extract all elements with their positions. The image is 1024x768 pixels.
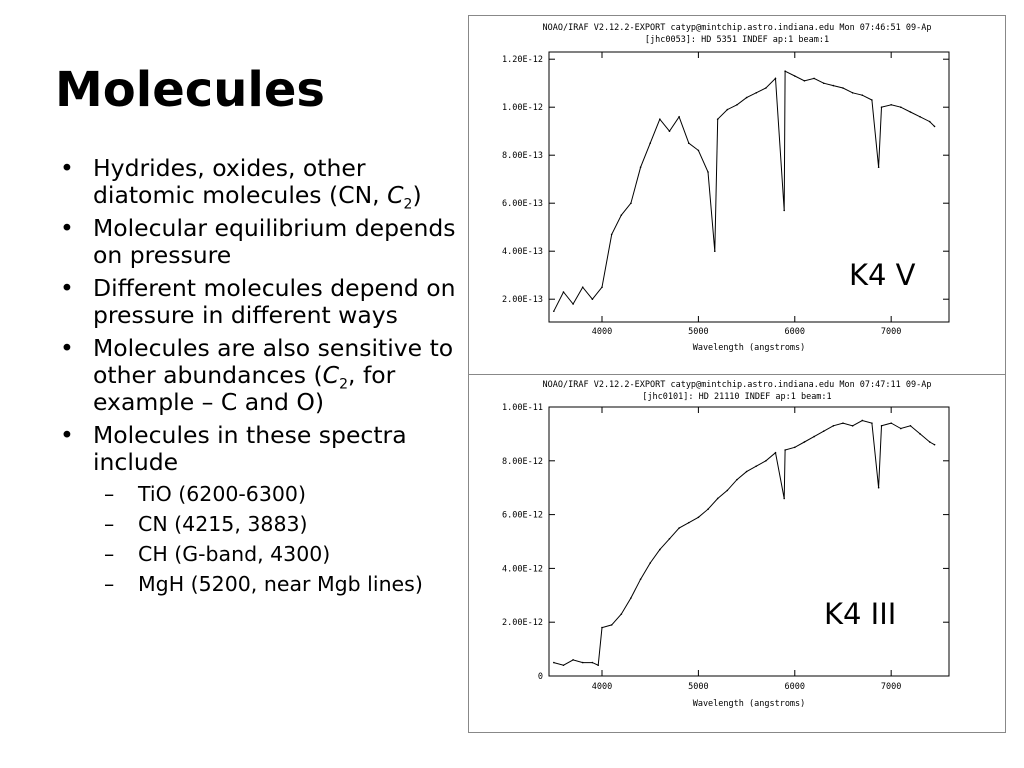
spectrum-point [707, 171, 709, 173]
spectrum-point [611, 234, 613, 236]
spectrum-point [783, 210, 785, 212]
spectrum-point [572, 303, 574, 305]
spectrum-point [620, 613, 622, 615]
bullet-dot-icon: • [60, 334, 74, 362]
y-tick-label: 1.00E-12 [502, 103, 543, 114]
spectrum-point [852, 425, 854, 427]
spectrum-point [833, 425, 835, 427]
bullet-item [60, 275, 460, 329]
spectrum-point [688, 142, 690, 144]
spectrum-point [746, 97, 748, 99]
bullet-text: Molecules in these spectra include [93, 421, 407, 476]
spectrum-point [563, 664, 565, 666]
spectrum-point [804, 80, 806, 82]
plot-header: [jhc0053]: HD 5351 INDEF ap:1 beam:1 [644, 35, 830, 45]
spectrum-point [717, 118, 719, 120]
bullet-text: Molecular equilibrium depends on pressure [93, 214, 456, 269]
bullet-text: Molecules are also sensitive to other abundances ( [93, 334, 454, 389]
bullet-list [60, 155, 460, 602]
y-tick-label: 8.00E-13 [502, 151, 543, 162]
bullet-dot-icon: • [60, 154, 74, 182]
spectrum-point [649, 142, 651, 144]
spectrum-point [765, 460, 767, 462]
spectrum-point [572, 659, 574, 661]
spectrum-point [553, 310, 555, 312]
y-tick-label: 4.00E-12 [502, 564, 543, 575]
y-tick-label: 6.00E-12 [502, 510, 543, 521]
spectrum-chart-k4v [469, 16, 1005, 374]
spectrum-point [842, 87, 844, 89]
x-tick-label: 5000 [688, 682, 709, 692]
x-tick-label: 7000 [880, 682, 902, 692]
y-tick-label: 1.00E-11 [502, 403, 543, 413]
bullet-italic: C [322, 361, 340, 389]
y-tick-label: 6.00E-13 [502, 199, 543, 210]
x-tick-label: 6000 [784, 682, 806, 692]
bullet-text: Hydrides, oxides, other diatomic molecules (CN, [93, 154, 388, 209]
bullet-dot-icon: • [60, 421, 74, 449]
spectrum-point [861, 94, 863, 96]
spectrum-point [563, 291, 565, 293]
spectrum-point [794, 75, 796, 77]
spectrum-chart-k4iii [469, 375, 1005, 732]
spectrum-point [717, 498, 719, 500]
spectrum-point [640, 166, 642, 168]
spectrum-point [890, 422, 892, 424]
spectral-type-label: K4 III [824, 597, 897, 631]
bullet-dot-icon: • [60, 274, 74, 302]
spectrum-point [842, 422, 844, 424]
bullet-text-end: , for example – C and O) [93, 361, 396, 416]
spectrum-point [775, 78, 777, 80]
spectrum-point [784, 70, 786, 72]
spectrum-point [804, 441, 806, 443]
y-tick-label: 8.00E-12 [502, 456, 543, 467]
spectrum-point [871, 422, 873, 424]
spectrum-point [878, 166, 880, 168]
x-axis-label: Wavelength (angstroms) [692, 699, 806, 709]
spectrum-point [601, 286, 603, 288]
y-tick-label: 2.00E-12 [502, 618, 543, 629]
spectrum-panel-k4iii [468, 374, 1006, 733]
plot-header: NOAO/IRAF V2.12.2-EXPORT catyp@mintchip.astro.indiana.edu Mon 07:46:51 09-Ap [542, 23, 932, 33]
sub-bullet-text: MgH (5200, near Mgb lines) [138, 572, 423, 596]
spectrum-point [852, 92, 854, 94]
y-tick-label: 2.00E-13 [502, 295, 543, 306]
x-axis-label: Wavelength (angstroms) [692, 343, 806, 353]
spectrum-point [784, 449, 786, 451]
sub-bullet-text: CN (4215, 3883) [138, 512, 308, 536]
sub-bullet-text: TiO (6200-6300) [138, 482, 306, 506]
spectrum-point [688, 522, 690, 524]
slide-title: Molecules [55, 62, 325, 118]
spectrum-point [698, 516, 700, 518]
spectral-type-label: K4 V [849, 258, 916, 292]
spectrum-point [601, 627, 603, 629]
spectrum-point [597, 664, 599, 666]
spectrum-point [833, 85, 835, 87]
spectrum-point [919, 433, 921, 435]
spectrum-point [900, 106, 902, 108]
y-tick-label: 0 [537, 672, 543, 682]
spectrum-point [934, 444, 936, 446]
spectrum-point [592, 298, 594, 300]
sub-bullet-item [60, 512, 460, 536]
y-tick-label: 4.00E-13 [502, 247, 543, 258]
dash-icon: – [104, 542, 115, 566]
spectrum-point [630, 202, 632, 204]
plot-frame [549, 407, 949, 676]
bullet-text-end: ) [412, 181, 422, 209]
bullet-italic: C [387, 181, 404, 209]
spectrum-point [592, 662, 594, 664]
spectrum-point [878, 487, 880, 489]
dash-icon: – [104, 512, 115, 536]
dash-icon: – [104, 572, 115, 596]
spectrum-point [727, 109, 729, 111]
spectrum-point [890, 104, 892, 106]
x-tick-label: 6000 [784, 327, 806, 337]
spectrum-point [934, 126, 936, 128]
spectrum-panel-k4v [468, 15, 1006, 375]
spectrum-point [919, 116, 921, 118]
bullet-item [60, 215, 460, 269]
spectrum-point [794, 447, 796, 449]
spectrum-point [649, 562, 651, 564]
spectrum-point [910, 111, 912, 113]
sub-bullet-item [60, 482, 460, 506]
spectrum-point [698, 150, 700, 152]
spectrum-point [727, 490, 729, 492]
spectrum-point [553, 662, 555, 664]
spectrum-point [813, 436, 815, 438]
spectrum-point [765, 87, 767, 89]
spectrum-point [755, 92, 757, 94]
spectrum-point [640, 578, 642, 580]
spectrum-point [582, 662, 584, 664]
bullet-subscript: 2 [339, 376, 348, 393]
spectrum-point [871, 99, 873, 101]
bullet-text: Different molecules depend on pressure in different ways [93, 274, 456, 329]
bullet-subscript: 2 [403, 196, 413, 213]
spectrum-point [611, 624, 613, 626]
spectrum-point [736, 479, 738, 481]
bullet-item [60, 154, 460, 213]
spectrum-point [669, 130, 671, 132]
spectrum-point [620, 214, 622, 216]
spectrum-point [736, 104, 738, 106]
sub-bullet-item [60, 542, 460, 566]
sub-bullet-text: CH (G-band, 4300) [138, 542, 331, 566]
spectrum-point [823, 82, 825, 84]
dash-icon: – [104, 482, 115, 506]
bullet-dot-icon: • [60, 214, 74, 242]
spectrum-point [881, 425, 883, 427]
spectrum-point [630, 597, 632, 599]
y-tick-label: 1.20E-12 [502, 55, 543, 66]
spectrum-point [659, 118, 661, 120]
spectrum-point [910, 425, 912, 427]
x-tick-label: 5000 [688, 327, 709, 337]
spectrum-point [678, 527, 680, 529]
spectrum-point [783, 498, 785, 500]
sub-bullet-item [60, 572, 460, 596]
spectrum-point [775, 452, 777, 454]
x-tick-label: 4000 [591, 682, 613, 692]
spectrum-point [813, 78, 815, 80]
spectrum-point [900, 428, 902, 430]
spectrum-point [861, 420, 863, 422]
spectrum-point [746, 471, 748, 473]
spectrum-point [929, 441, 931, 443]
x-tick-label: 4000 [591, 327, 613, 337]
spectrum-point [659, 549, 661, 551]
spectrum-point [823, 430, 825, 432]
plot-header: [jhc0101]: HD 21110 INDEF ap:1 beam:1 [642, 392, 832, 402]
spectrum-point [707, 508, 709, 510]
spectrum-point [669, 538, 671, 540]
x-tick-label: 7000 [880, 327, 902, 337]
bullet-item [60, 422, 460, 476]
spectrum-point [881, 106, 883, 108]
plot-header: NOAO/IRAF V2.12.2-EXPORT catyp@mintchip.astro.indiana.edu Mon 07:47:11 09-Ap [542, 380, 932, 390]
spectrum-point [678, 116, 680, 118]
spectrum-point [755, 465, 757, 467]
spectrum-point [714, 250, 716, 252]
spectrum-point [582, 286, 584, 288]
bullet-item [60, 335, 460, 416]
spectrum-point [929, 121, 931, 123]
